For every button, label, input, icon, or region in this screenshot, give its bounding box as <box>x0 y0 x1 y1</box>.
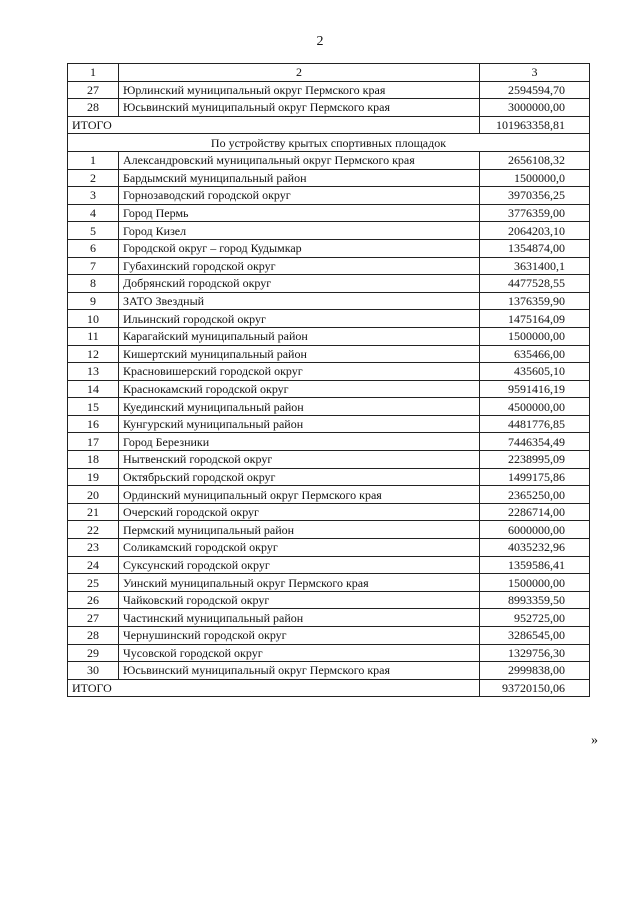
funding-table-body <box>68 64 590 697</box>
row-name: Ильинский городской округ <box>119 310 480 328</box>
row-number: 28 <box>68 627 119 645</box>
row-name: Город Кизел <box>119 222 480 240</box>
table-row <box>68 521 590 539</box>
row-name: Чернушинский городской округ <box>119 627 480 645</box>
row-value: 3970356,25 <box>480 187 590 205</box>
row-name: Город Березники <box>119 433 480 451</box>
row-number: 20 <box>68 486 119 504</box>
table-row <box>68 503 590 521</box>
row-value: 2238995,09 <box>480 451 590 469</box>
row-name: Юрлинский муниципальный округ Пермского края <box>119 81 480 99</box>
row-value: 2656108,32 <box>480 151 590 169</box>
row-value: 4500000,00 <box>480 398 590 416</box>
table-row <box>68 662 590 680</box>
row-name: Чайковский городской округ <box>119 591 480 609</box>
row-value: 1376359,90 <box>480 292 590 310</box>
row-number: 18 <box>68 451 119 469</box>
table-row <box>68 345 590 363</box>
row-name: Александровский муниципальный округ Пермского края <box>119 151 480 169</box>
row-number: 28 <box>68 99 119 117</box>
table-row <box>68 591 590 609</box>
row-value: 2999838,00 <box>480 662 590 680</box>
row-value: 3000000,00 <box>480 99 590 117</box>
row-name: Горнозаводский городской округ <box>119 187 480 205</box>
table-row <box>68 398 590 416</box>
row-name: Соликамский городской округ <box>119 539 480 557</box>
table-row <box>68 433 590 451</box>
row-number: 15 <box>68 398 119 416</box>
row-number: 11 <box>68 327 119 345</box>
total-label: ИТОГО <box>68 679 480 697</box>
closing-quote: » <box>591 733 598 748</box>
row-name: Частинский муниципальный район <box>119 609 480 627</box>
row-value: 1500000,0 <box>480 169 590 187</box>
row-number: 8 <box>68 275 119 293</box>
row-name: Кишертский муниципальный район <box>119 345 480 363</box>
row-number: 27 <box>68 81 119 99</box>
row-value: 8993359,50 <box>480 591 590 609</box>
row-value: 6000000,00 <box>480 521 590 539</box>
table-row <box>68 468 590 486</box>
table-row <box>68 644 590 662</box>
table-row <box>68 99 590 117</box>
row-number: 4 <box>68 204 119 222</box>
row-name: Бардымский муниципальный район <box>119 169 480 187</box>
row-name: Юсьвинский муниципальный округ Пермского края <box>119 662 480 680</box>
total-label: ИТОГО <box>68 116 480 134</box>
table-row <box>68 204 590 222</box>
table-row <box>68 539 590 557</box>
row-name: Городской округ – город Кудымкар <box>119 239 480 257</box>
row-number: 27 <box>68 609 119 627</box>
row-value: 1499175,86 <box>480 468 590 486</box>
total-value: 93720150,06 <box>480 679 590 697</box>
total-value: 101963358,81 <box>480 116 590 134</box>
row-name: Красновишерский городской округ <box>119 363 480 381</box>
table-row <box>68 627 590 645</box>
row-value: 1359586,41 <box>480 556 590 574</box>
row-name: Куединский муниципальный район <box>119 398 480 416</box>
section-header-row <box>68 134 590 152</box>
table-row <box>68 556 590 574</box>
table-row <box>68 327 590 345</box>
table-row <box>68 574 590 592</box>
row-name: ЗАТО Звездный <box>119 292 480 310</box>
row-value: 1475164,09 <box>480 310 590 328</box>
section-title: По устройству крытых спортивных площадок <box>68 134 590 152</box>
row-number: 2 <box>68 169 119 187</box>
row-name: Ординский муниципальный округ Пермского края <box>119 486 480 504</box>
row-number: 1 <box>68 151 119 169</box>
row-number: 12 <box>68 345 119 363</box>
table-row <box>68 222 590 240</box>
row-name: Карагайский муниципальный район <box>119 327 480 345</box>
column-header-name: 2 <box>119 64 480 82</box>
column-header-value: 3 <box>480 64 590 82</box>
row-number: 26 <box>68 591 119 609</box>
row-number: 29 <box>68 644 119 662</box>
row-value: 4477528,55 <box>480 275 590 293</box>
total-row <box>68 116 590 134</box>
row-name: Уинский муниципальный округ Пермского края <box>119 574 480 592</box>
row-number: 23 <box>68 539 119 557</box>
row-value: 1500000,00 <box>480 327 590 345</box>
row-number: 5 <box>68 222 119 240</box>
row-name: Кунгурский муниципальный район <box>119 415 480 433</box>
table-row <box>68 486 590 504</box>
row-name: Октябрьский городской округ <box>119 468 480 486</box>
row-value: 2594594,70 <box>480 81 590 99</box>
table-row <box>68 310 590 328</box>
table-row <box>68 81 590 99</box>
row-number: 7 <box>68 257 119 275</box>
row-value: 3631400,1 <box>480 257 590 275</box>
row-number: 25 <box>68 574 119 592</box>
row-name: Юсьвинский муниципальный округ Пермского края <box>119 99 480 117</box>
row-name: Пермский муниципальный район <box>119 521 480 539</box>
table-row <box>68 169 590 187</box>
row-number: 22 <box>68 521 119 539</box>
row-name: Суксунский городской округ <box>119 556 480 574</box>
row-name: Краснокамский городской округ <box>119 380 480 398</box>
row-value: 2286714,00 <box>480 503 590 521</box>
row-value: 1329756,30 <box>480 644 590 662</box>
total-row <box>68 679 590 697</box>
row-value: 1354874,00 <box>480 239 590 257</box>
row-number: 9 <box>68 292 119 310</box>
row-value: 4035232,96 <box>480 539 590 557</box>
row-name: Город Пермь <box>119 204 480 222</box>
row-number: 6 <box>68 239 119 257</box>
row-value: 4481776,85 <box>480 415 590 433</box>
row-number: 17 <box>68 433 119 451</box>
table-row <box>68 275 590 293</box>
row-name: Чусовской городской округ <box>119 644 480 662</box>
table-row <box>68 415 590 433</box>
row-value: 435605,10 <box>480 363 590 381</box>
row-name: Губахинский городской округ <box>119 257 480 275</box>
row-value: 3286545,00 <box>480 627 590 645</box>
row-number: 14 <box>68 380 119 398</box>
row-value: 7446354,49 <box>480 433 590 451</box>
funding-table <box>67 63 590 697</box>
row-value: 2064203,10 <box>480 222 590 240</box>
table-header-row <box>68 64 590 82</box>
row-number: 21 <box>68 503 119 521</box>
table-row <box>68 609 590 627</box>
table-row <box>68 239 590 257</box>
table-row <box>68 187 590 205</box>
table-row <box>68 380 590 398</box>
row-name: Добрянский городской округ <box>119 275 480 293</box>
row-value: 1500000,00 <box>480 574 590 592</box>
row-number: 3 <box>68 187 119 205</box>
row-number: 13 <box>68 363 119 381</box>
table-row <box>68 257 590 275</box>
table-row <box>68 292 590 310</box>
table-row <box>68 151 590 169</box>
row-value: 2365250,00 <box>480 486 590 504</box>
table-row <box>68 451 590 469</box>
row-name: Очерский городской округ <box>119 503 480 521</box>
row-number: 24 <box>68 556 119 574</box>
row-value: 9591416,19 <box>480 380 590 398</box>
table-row <box>68 363 590 381</box>
row-name: Нытвенский городской округ <box>119 451 480 469</box>
row-number: 19 <box>68 468 119 486</box>
row-value: 635466,00 <box>480 345 590 363</box>
row-number: 10 <box>68 310 119 328</box>
row-number: 16 <box>68 415 119 433</box>
row-number: 30 <box>68 662 119 680</box>
page-number: 2 <box>316 34 324 49</box>
row-value: 3776359,00 <box>480 204 590 222</box>
row-value: 952725,00 <box>480 609 590 627</box>
column-header-number: 1 <box>68 64 119 82</box>
